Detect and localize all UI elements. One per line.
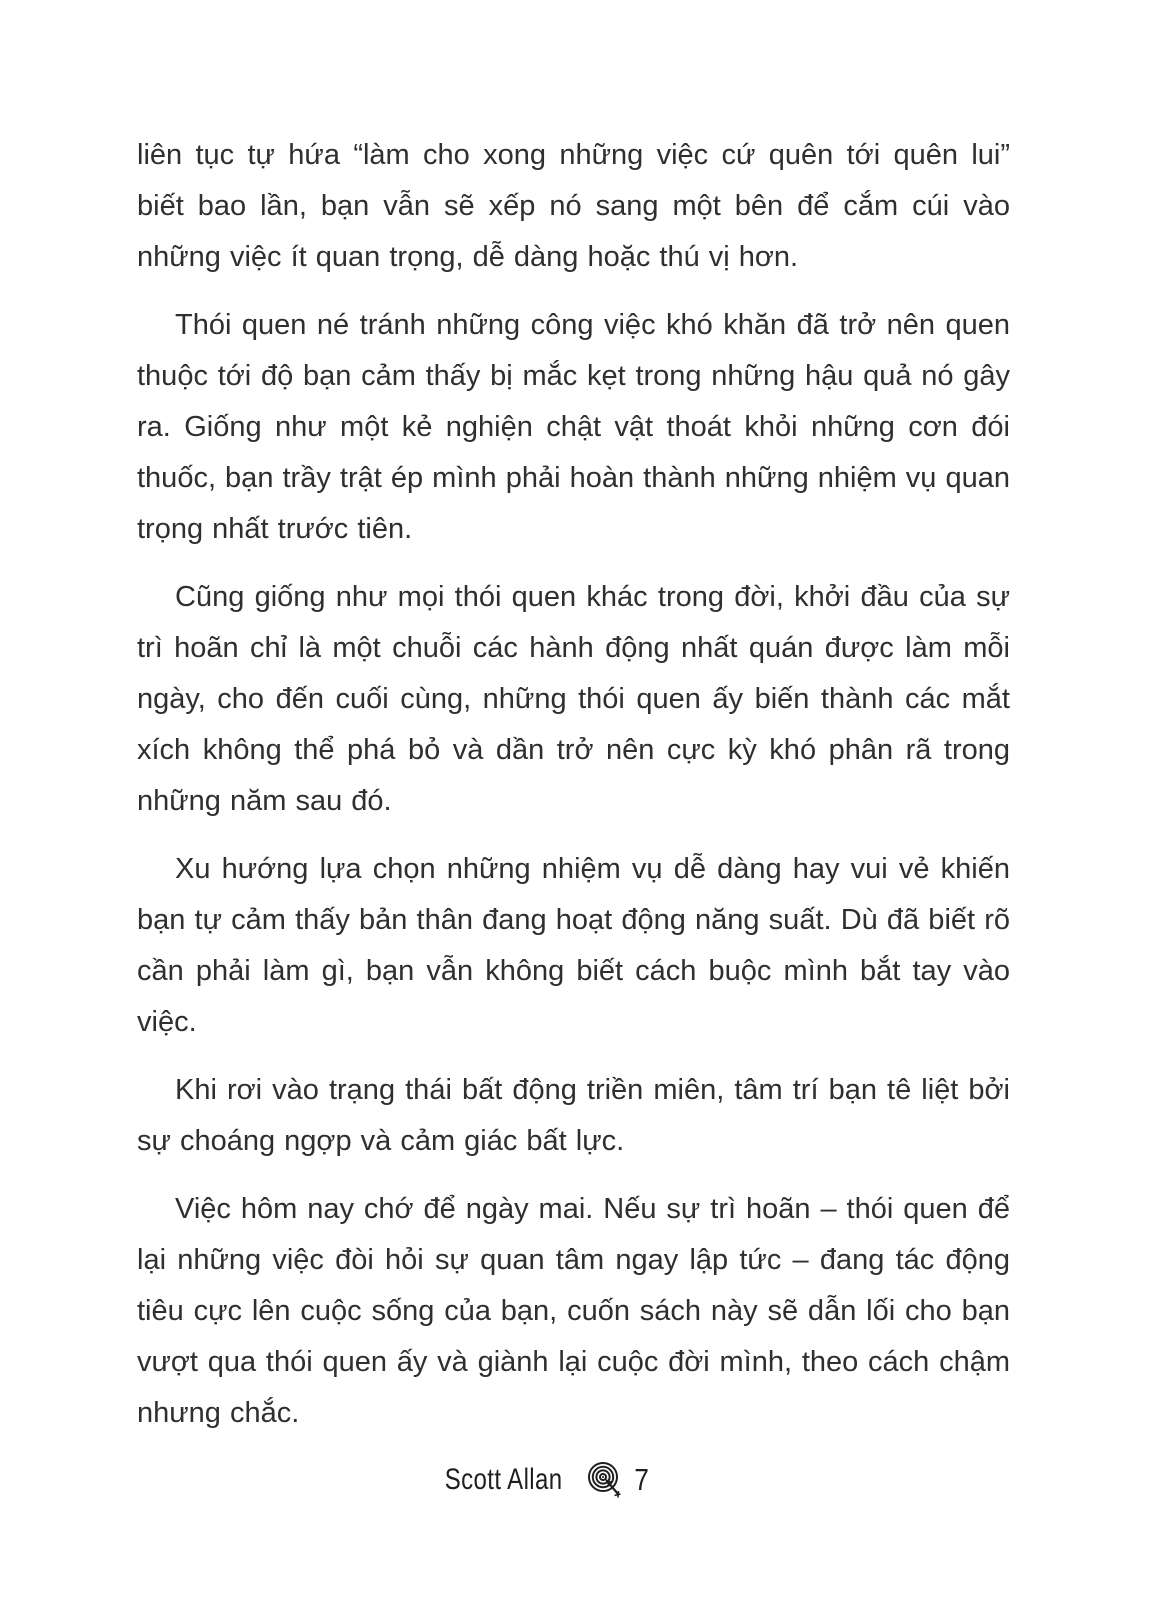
body-paragraph: Khi rơi vào trạng thái bất động triền miên, tâm trí bạn tê liệt bởi sự choáng ngợp và cảm giác bất lực. bbox=[137, 1074, 1010, 1157]
body-paragraph: liên tục tự hứa “làm cho xong những việc cứ quên tới quên lui” biết bao lần, bạn vẫn sẽ xếp nó sang một bên để cắm cúi vào những việc ít quan trọng, dễ dàng hoặc thú vị hơn. bbox=[137, 139, 1010, 273]
body-paragraph: Xu hướng lựa chọn những nhiệm vụ dễ dàng hay vui vẻ khiến bạn tự cảm thấy bản thân đang hoạt động năng suất. Dù đã biết rõ cần phải làm gì, bạn vẫn không biết cách buộc mình bắt tay vào việc. bbox=[137, 853, 1010, 1038]
target-icon bbox=[587, 1460, 624, 1500]
body-paragraph: Thói quen né tránh những công việc khó khăn đã trở nên quen thuộc tới độ bạn cảm thấy bị mắc kẹt trong những hậu quả nó gây ra. Giống như một kẻ nghiện chật vật thoát khỏi những cơn đói thuốc, bạn trầy trật ép mình phải hoàn thành những nhiệm vụ quan trọng nhất trước tiên. bbox=[137, 309, 1011, 545]
body-paragraph: Cũng giống như mọi thói quen khác trong đời, khởi đầu của sự trì hoãn chỉ là một chuỗi các hành động nhất quán được làm mỗi ngày, cho đến cuối cùng, những thói quen ấy biến thành các mắt xích không thể phá bỏ và dần trở nên cực kỳ khó phân rã trong những năm sau đó. bbox=[137, 581, 1010, 817]
footer-author: Scott Allan bbox=[444, 1463, 563, 1496]
page-number: 7 bbox=[633, 1462, 649, 1497]
page-text bbox=[137, 130, 1010, 1456]
page-footer bbox=[0, 1460, 1123, 1500]
body-paragraph: Việc hôm nay chớ để ngày mai. Nếu sự trì hoãn – thói quen để lại những việc đòi hỏi sự quan tâm ngay lập tức – đang tác động tiêu cực lên cuộc sống của bạn, cuốn sách này sẽ dẫn lối cho bạn vượt qua thói quen ấy và giành lại cuộc đời mình, theo cách chậm nhưng chắc. bbox=[137, 1193, 1010, 1429]
